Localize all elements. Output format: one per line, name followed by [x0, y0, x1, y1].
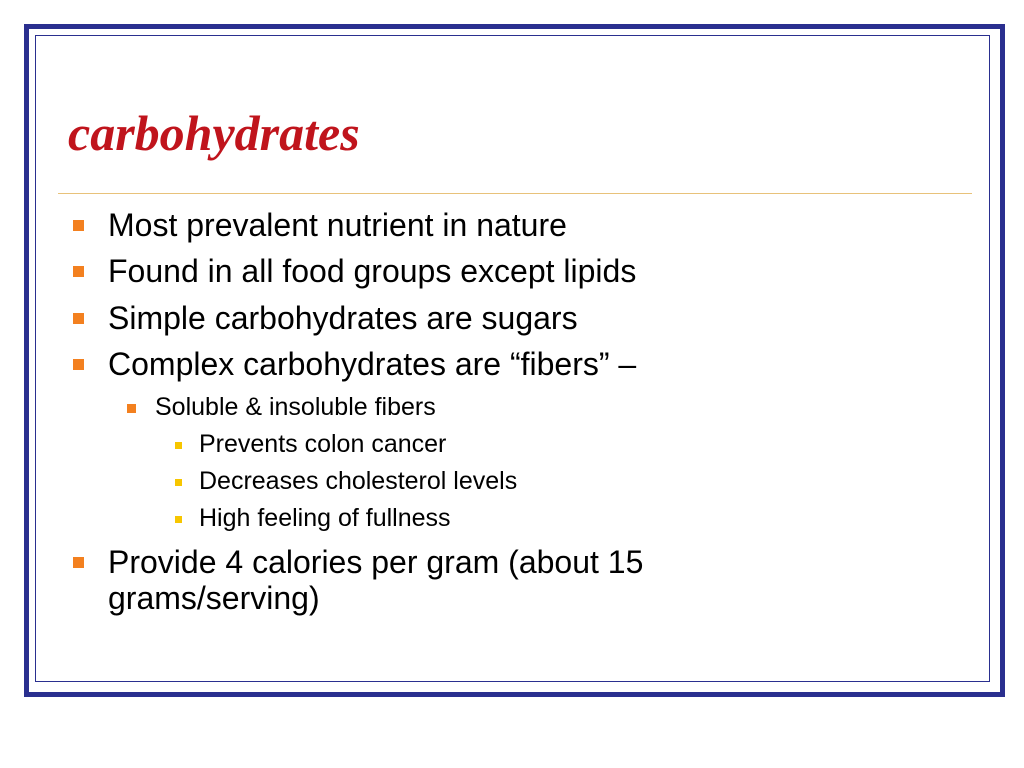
sub-sub-bullet-item — [199, 430, 446, 458]
square-bullet-icon — [175, 442, 182, 449]
bullet-text: Complex carbohydrates are “fibers” – — [108, 346, 637, 382]
bullet-item — [108, 253, 636, 289]
square-bullet-icon — [73, 557, 84, 568]
bullet-item — [108, 544, 808, 616]
bullet-text: Provide 4 calories per gram (about 15 grams/serving) — [108, 544, 644, 616]
square-bullet-icon — [73, 313, 84, 324]
bullet-item — [108, 346, 636, 382]
bullet-text: Decreases cholesterol levels — [199, 467, 518, 495]
bullet-item — [108, 207, 567, 243]
bullet-text: Found in all food groups except lipids — [108, 253, 637, 289]
bullet-text: Prevents colon cancer — [199, 430, 447, 458]
title-divider — [58, 193, 972, 194]
bullet-item — [108, 300, 578, 336]
slide-title: carbohydrates — [68, 105, 360, 161]
square-bullet-icon — [73, 266, 84, 277]
square-bullet-icon — [175, 516, 182, 523]
sub-bullet-item — [155, 393, 436, 421]
bullet-text: Most prevalent nutrient in nature — [108, 207, 567, 243]
bullet-text: High feeling of fullness — [199, 504, 451, 532]
square-bullet-icon — [127, 404, 136, 413]
square-bullet-icon — [73, 220, 84, 231]
sub-sub-bullet-item — [199, 467, 517, 495]
square-bullet-icon — [73, 359, 84, 370]
bullet-text: Simple carbohydrates are sugars — [108, 300, 578, 336]
square-bullet-icon — [175, 479, 182, 486]
sub-sub-bullet-item — [199, 504, 451, 532]
bullet-text: Soluble & insoluble fibers — [155, 393, 436, 421]
